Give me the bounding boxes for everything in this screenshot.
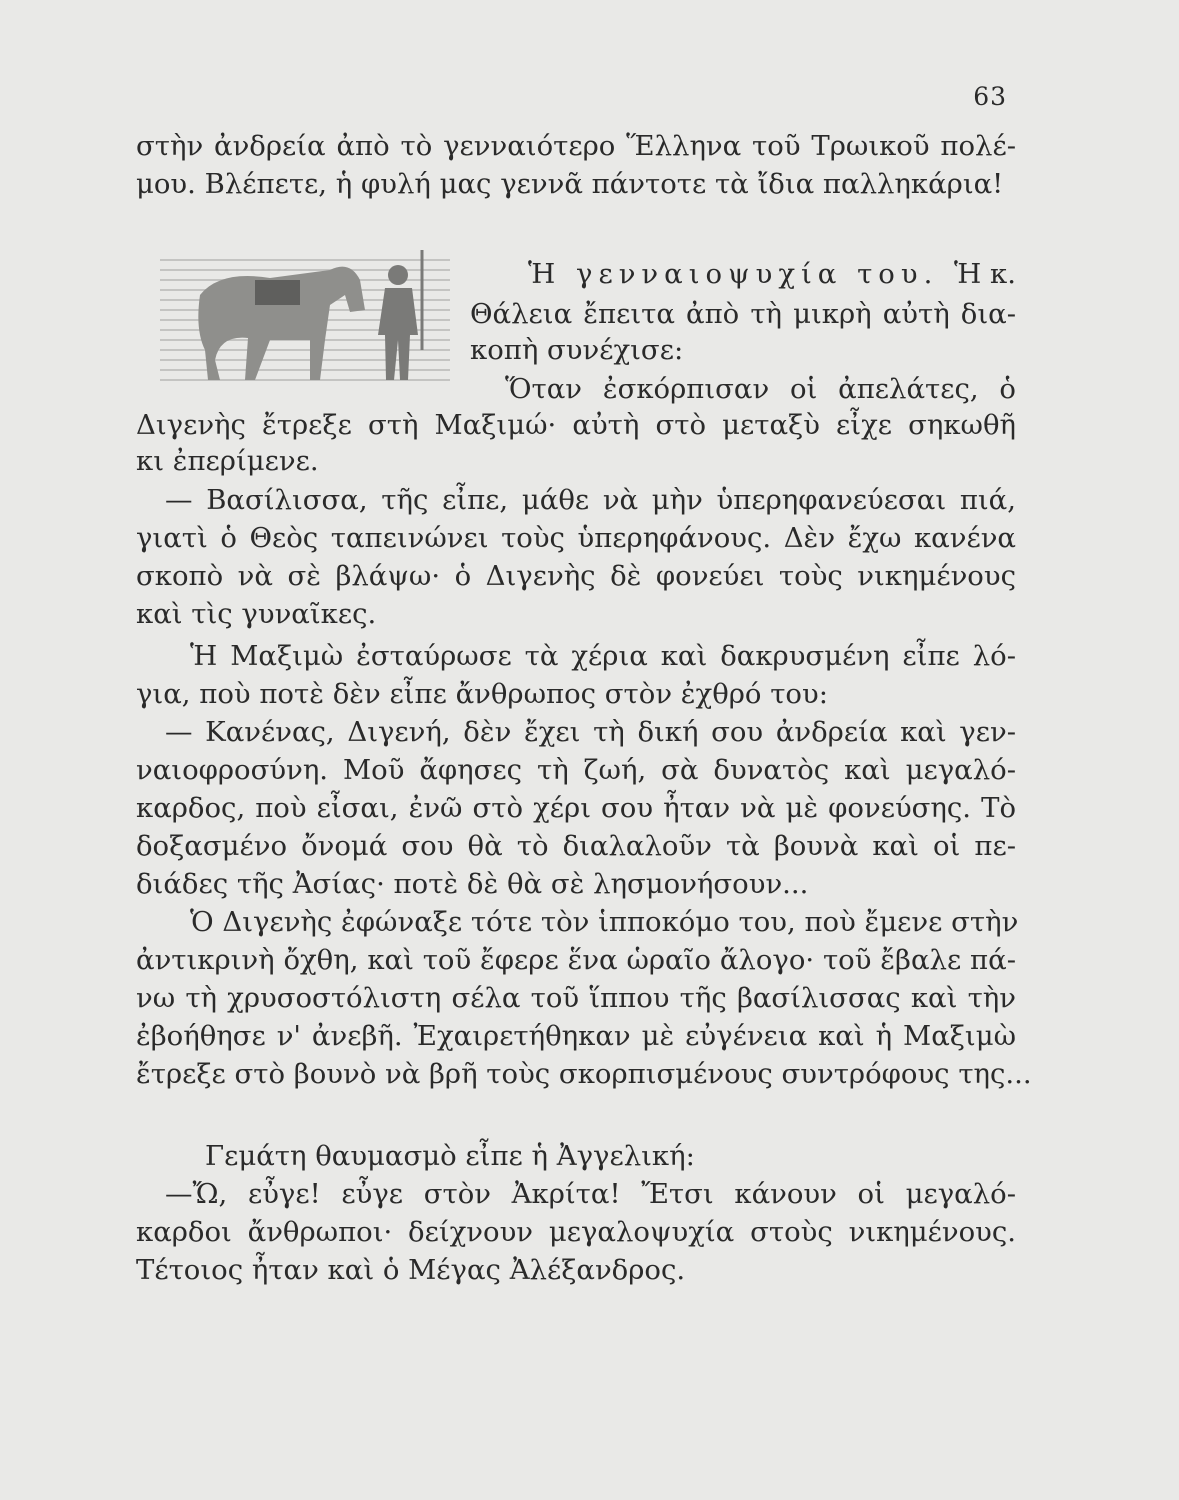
text-line: Ἡ κ. — [954, 258, 1016, 290]
text-line: γιατὶ ὁ Θεὸς ταπεινώνει τοὺς ὑπερηφάνους. Δὲν ἔχω κανένα — [136, 522, 1016, 554]
text-line: στὴν ἀνδρεία ἀπὸ τὸ γενναιότερο Ἕλληνα τοῦ Τρωικοῦ πολέ- — [136, 130, 1016, 162]
horse-figure — [198, 267, 365, 380]
text-line: Γεμάτη θαυμασμὸ εἶπε ἡ Ἀγγελική: — [205, 1140, 695, 1172]
text-line: Ὁ Διγενὴς ἐφώναξε τότε τὸν ἱπποκόμο του, ποὺ ἔμενε στὴν — [190, 906, 1019, 938]
text-line: ναιοφροσύνη. Μοῦ ἄφησες τὴ ζωή, σὰ δυνατὸς καὶ μεγαλό- — [136, 754, 1016, 786]
text-line: μου. Βλέπετε, ἡ φυλή μας γεννᾶ πάντοτε τὰ ἴδια παλληκάρια! — [136, 168, 1004, 200]
text-line: καρδοι ἄνθρωποι· δείχνουν μεγαλοψυχία στοὺς νικημένους. — [136, 1216, 1016, 1248]
text-line: ἀντικρινὴ ὄχθη, καὶ τοῦ ἔφερε ἕνα ὡραῖο ἄλογο· τοῦ ἔβαλε πά- — [136, 944, 1016, 976]
text-line: Τέτοιος ἦταν καὶ ὁ Μέγας Ἀλέξανδρος. — [136, 1254, 686, 1286]
page-number: 63 — [973, 82, 1007, 111]
text-line: — Βασίλισσα, τῆς εἶπε, μάθε νὰ μὴν ὑπερηφανεύεσαι πιά, — [165, 484, 1016, 516]
text-line: κοπὴ συνέχισε: — [470, 334, 684, 366]
text-line: δοξασμένο ὄνομά σου θὰ τὸ διαλαλοῦν τὰ βουνὰ καὶ οἱ πε- — [136, 830, 1016, 862]
text-line: — Κανένας, Διγενή, δὲν ἔχει τὴ δική σου ἀνδρεία καὶ γεν- — [165, 716, 1016, 748]
text-line: διάδες τῆς Ἀσίας· ποτὲ δὲ θὰ σὲ λησμονήσουν... — [136, 868, 809, 900]
text-line: για, ποὺ ποτὲ δὲν εἶπε ἄνθρωπος στὸν ἐχθρό του: — [136, 678, 828, 710]
text-line: Διγενὴς ἔτρεξε στὴ Μαξιμώ· αὐτὴ στὸ μεταξὺ εἶχε σηκωθῆ — [136, 409, 1016, 441]
text-line: Θάλεια ἔπειτα ἀπὸ τὴ μικρὴ αὐτὴ δια- — [470, 298, 1016, 330]
text-line: ἐβοήθησε ν' ἀνεβῆ. Ἐχαιρετήθηκαν μὲ εὐγένεια καὶ ἡ Μαξιμὼ — [136, 1020, 1016, 1052]
text-line: Ὅταν ἐσκόρπισαν οἱ ἀπελάτες, ὁ — [505, 373, 1016, 405]
text-line: καὶ τὶς γυναῖκες. — [136, 598, 377, 630]
text-line: καρδος, ποὺ εἶσαι, ἐνῶ στὸ χέρι σου ἦταν νὰ μὲ φονεύσης. Τὸ — [136, 792, 1016, 824]
text-line: νω τὴ χρυσοστόλιστη σέλα τοῦ ἵππου τῆς βασίλισσας καὶ τὴν — [136, 982, 1016, 1014]
text-line: σκοπὸ νὰ σὲ βλάψω· ὁ Διγενὴς δὲ φονεύει τοὺς νικημένους — [136, 560, 1016, 592]
text-line: κι ἐπερίμενε. — [136, 445, 319, 477]
text-line: ἔτρεξε στὸ βουνὸ νὰ βρῆ τοὺς σκορπισμένους συντρόφους της... — [136, 1058, 1032, 1090]
section-heading: Ἡ γενναιοψυχία του. — [528, 258, 939, 290]
horse-and-man-illustration — [160, 240, 450, 385]
text-line: Ἡ Μαξιμὼ ἐσταύρωσε τὰ χέρια καὶ δακρυσμένη εἶπε λό- — [190, 640, 1016, 672]
text-line: —Ὤ, εὖγε! εὖγε στὸν Ἀκρίτα! Ἔτσι κάνουν οἱ μεγαλό- — [165, 1178, 1016, 1210]
